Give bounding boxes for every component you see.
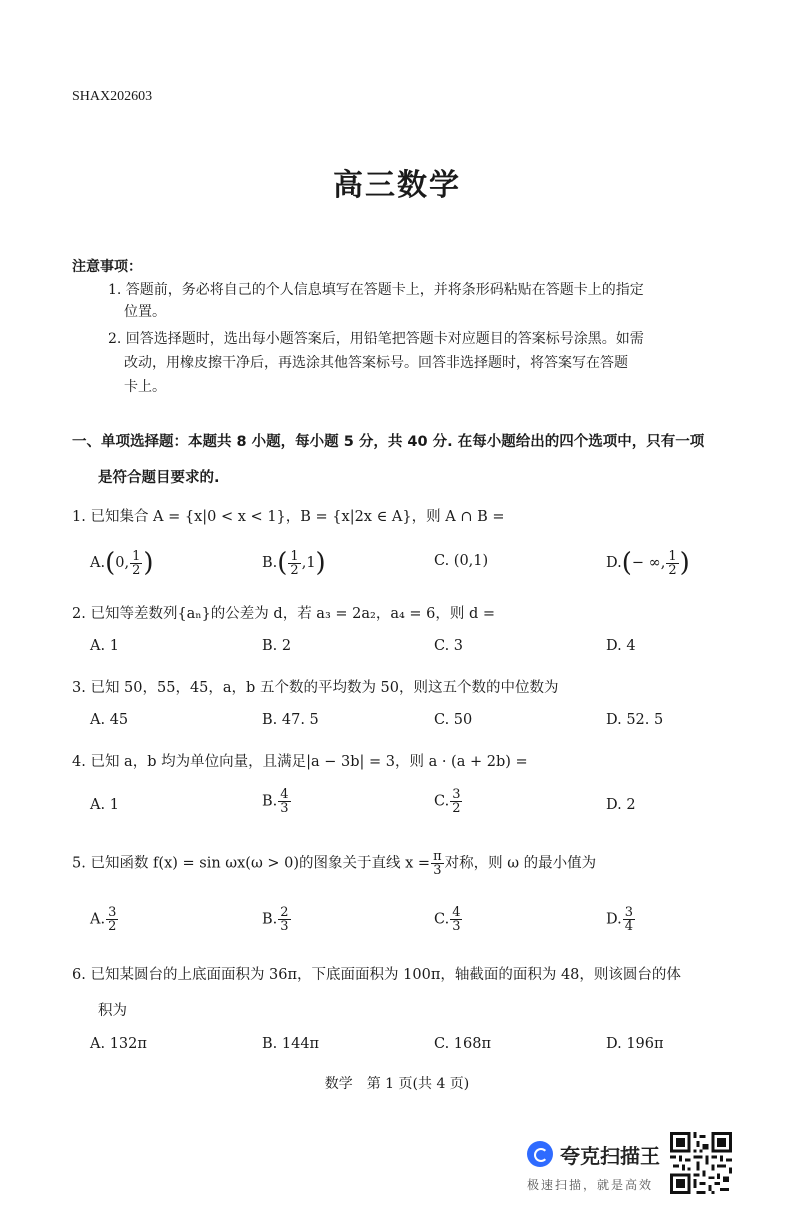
question-1-option-c: C. (0,1) <box>434 553 489 569</box>
question-1-option-b: B.( $\frac{1}{2}$ ,1) <box>262 548 326 578</box>
scanner-brand-name: 夸克扫描王 <box>560 1144 660 1168</box>
section-heading-line-1: 一、单项选择题：本题共 8 小题，每小题 5 分，共 40 分. 在每小题给出的四个选项中，只有一项 <box>72 434 705 450</box>
notice-item-2-line-2: 改动，用橡皮擦干净后，再选涂其他答案标号。回答非选择题时，将答案写在答题 <box>124 355 628 371</box>
page-title: 高三数学 <box>333 168 461 203</box>
question-1-stem: 1. 已知集合 A = {x|0 < x < 1}，B = {x|2x ∈ A}，则 A ∩ B = <box>72 509 505 525</box>
question-6-option-d: D. 196π <box>606 1036 664 1052</box>
question-4-option-a: A. 1 <box>90 797 119 813</box>
question-5-option-b: B. $\frac{2}{3}$ <box>262 905 289 934</box>
question-5-option-a: A. $\frac{3}{2}$ <box>90 905 117 934</box>
notice-item-1-line-2: 位置。 <box>124 304 166 320</box>
question-2-stem: 2. 已知等差数列{aₙ}的公差为 d，若 a₃ = 2a₂，a₄ = 6，则 d = <box>72 606 496 622</box>
quark-logo-icon <box>527 1141 553 1167</box>
page-footer: 数学 第 1 页(共 4 页) <box>324 1076 470 1092</box>
question-3-stem: 3. 已知 50，55，45，a，b 五个数的平均数为 50，则这五个数的中位数为 <box>72 680 559 696</box>
question-1-option-a: A.(0, $\frac{1}{2}$ ) <box>90 548 154 578</box>
exam-code: SHAX202603 <box>72 89 153 104</box>
notice-item-2-line-3: 卡上。 <box>124 379 166 395</box>
question-2-option-a: A. 1 <box>90 638 119 654</box>
question-3-option-b: B. 47. 5 <box>262 712 319 728</box>
question-3-option-d: D. 52. 5 <box>606 712 664 728</box>
notice-heading: 注意事项： <box>72 259 142 275</box>
question-2-option-c: C. 3 <box>434 638 464 654</box>
notice-item-2-line-1: 2. 回答选择题时，选出每小题答案后，用铅笔把答题卡对应题目的答案标号涂黑。如需 <box>108 331 644 347</box>
question-6-option-c: C. 168π <box>434 1036 492 1052</box>
question-4-option-c: C. $\frac{3}{2}$ <box>434 787 461 816</box>
question-3-option-a: A. 45 <box>90 712 129 728</box>
question-2-option-d: D. 4 <box>606 638 636 654</box>
question-3-option-c: C. 50 <box>434 712 473 728</box>
question-4-option-d: D. 2 <box>606 797 636 813</box>
question-6-stem-line-2: 积为 <box>98 1003 127 1019</box>
question-6-option-a: A. 132π <box>90 1036 147 1052</box>
question-5-stem: 5. 已知函数 f(x) = sin ωx(ω > 0)的图象关于直线 x = $\frac{\pi}{3}$ 对称，则 ω 的最小值为 <box>72 849 597 878</box>
question-2-option-b: B. 2 <box>262 638 292 654</box>
section-heading-line-2: 是符合题目要求的. <box>98 470 220 486</box>
question-5-option-c: C. $\frac{4}{3}$ <box>434 905 461 934</box>
scanner-slogan: 极速扫描，就是高效 <box>527 1178 654 1192</box>
question-5-option-d: D. $\frac{3}{4}$ <box>606 905 633 934</box>
question-4-stem: 4. 已知 a，b 均为单位向量，且满足|a − 3b| = 3，则 a · (a + 2b) = <box>72 754 528 770</box>
question-4-option-b: B. $\frac{4}{3}$ <box>262 787 289 816</box>
question-6-stem-line-1: 6. 已知某圆台的上底面面积为 36π，下底面面积为 100π，轴截面的面积为 48，则该圆台的体 <box>72 967 681 983</box>
question-1-option-d: D.(− ∞, $\frac{1}{2}$ ) <box>606 548 690 578</box>
notice-item-1-line-1: 1. 答题前，务必将自己的个人信息填写在答题卡上，并将条形码粘贴在答题卡上的指定 <box>108 282 644 298</box>
question-6-option-b: B. 144π <box>262 1036 320 1052</box>
qr-code-icon <box>670 1132 732 1194</box>
